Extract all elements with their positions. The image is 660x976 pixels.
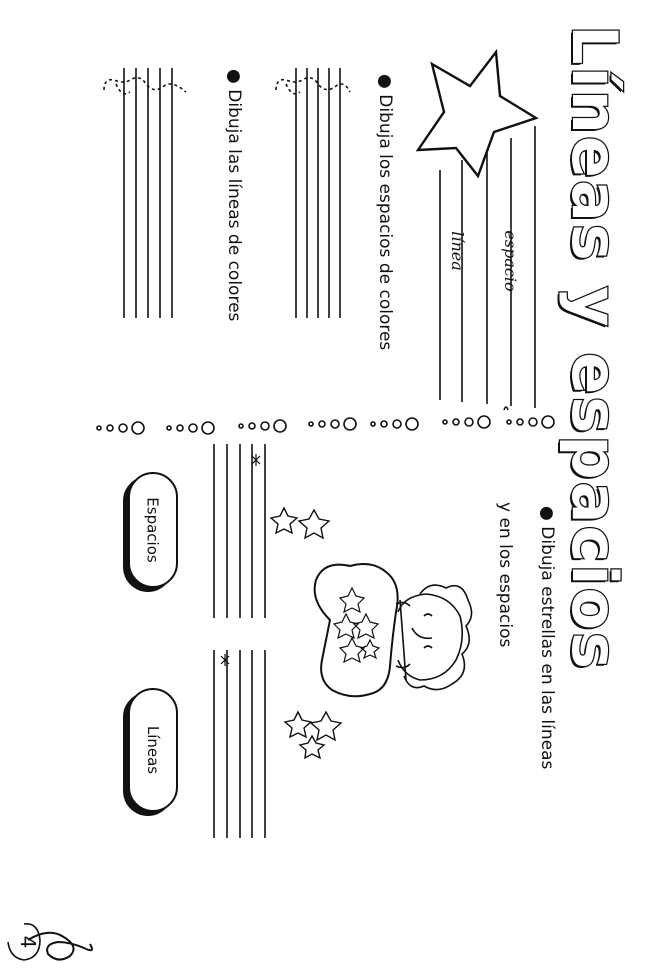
- instruction-draw-stars-line1: ● Dibuja estrellas en las líneas: [537, 506, 557, 770]
- label-linea: línea: [448, 231, 467, 271]
- staff-draw-stars-lower: [214, 650, 265, 838]
- page-number: 4: [16, 935, 40, 949]
- staff-lines: [124, 68, 172, 318]
- instruction-draw-lines: Dibuja las líneas de colores: [224, 89, 244, 322]
- instruction-draw-spaces: Dibuja los espacios de colores: [375, 94, 395, 351]
- dotted-separator: [97, 416, 554, 434]
- lineas-box-label: Líneas: [144, 725, 162, 775]
- instruction-bullet-lines: ● Dibuja las líneas de colores: [224, 69, 244, 322]
- staff-draw-stars-upper: [214, 444, 265, 618]
- dashed-color-guide-spaces: [276, 78, 350, 94]
- heart-stars-icon: [334, 588, 379, 662]
- instruction-bullet-spaces: ● Dibuja los espacios de colores: [375, 74, 395, 351]
- lineas-box: [128, 688, 178, 812]
- dashed-color-guide-lines: [104, 78, 186, 94]
- instruction-draw-stars-text: Dibuja estrellas en las líneas: [537, 526, 557, 770]
- girl-with-heart-icon: [315, 564, 472, 696]
- label-espacio: espacio: [501, 230, 520, 292]
- espacios-box: [128, 472, 178, 588]
- big-star-icon: [418, 52, 536, 176]
- instruction-draw-stars-line2: y en los espacios: [495, 502, 515, 648]
- page-title: Líneas y espacios: [558, 25, 631, 671]
- small-stars-icon: [271, 508, 341, 758]
- staff-spaces: [296, 68, 340, 318]
- espacios-box-label: Espacios: [144, 497, 163, 563]
